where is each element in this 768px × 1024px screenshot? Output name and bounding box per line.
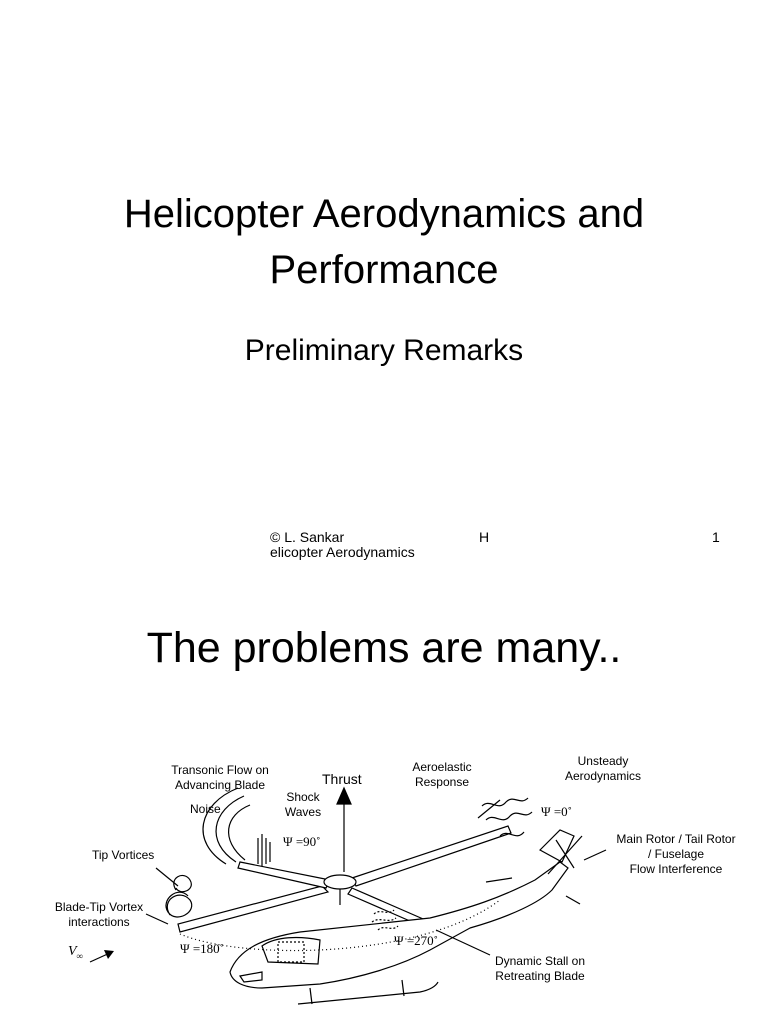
label-shock-line1: Shock — [286, 790, 320, 804]
label-vinf-subscript: ∞ — [76, 951, 83, 961]
leader-tip-vortices — [156, 868, 178, 886]
leader-interference — [584, 850, 606, 860]
noise-arc-1 — [229, 805, 250, 860]
stall-wake-2 — [372, 918, 396, 922]
label-interference — [606, 832, 746, 877]
label-bvi-line1: Blade-Tip Vortex — [54, 900, 144, 914]
label-bvi-line2: interactions — [68, 915, 130, 929]
label-transonic-line2: Advancing Blade — [174, 778, 266, 792]
leader-aeroelastic — [478, 800, 500, 818]
skid-strut-1 — [310, 988, 312, 1004]
label-vinf — [68, 944, 83, 961]
blade-90 — [238, 862, 330, 888]
slide-title-line2: Performance — [269, 248, 499, 292]
label-noise: Noise — [190, 802, 221, 816]
rotor-hub — [324, 875, 356, 889]
tip-vortex-loop-1 — [166, 892, 192, 917]
label-dynamic-stall-line1: Dynamic Stall on — [494, 954, 586, 968]
thrust-arrow-head — [337, 788, 351, 804]
label-aeroelastic-line2: Response — [414, 775, 470, 789]
footer-author: © L. Sankar — [270, 529, 345, 545]
blade-0 — [352, 826, 511, 886]
tip-vortex-loop-2 — [174, 875, 192, 891]
label-dynamic-stall — [480, 954, 600, 984]
tail-boom-fin — [486, 878, 512, 882]
label-interference-line2: / Fuselage — [647, 847, 705, 861]
slide-subtitle: Preliminary Remarks — [244, 334, 524, 367]
label-psi-270: Ψ =270˚ — [394, 933, 439, 948]
label-transonic — [150, 763, 290, 793]
slide-title-line1: Helicopter Aerodynamics and — [123, 192, 645, 236]
label-shock-line2: Waves — [284, 805, 322, 819]
label-aeroelastic-line1: Aeroelastic — [412, 760, 472, 774]
footer-course-rest: elicopter Aerodynamics — [270, 544, 415, 560]
label-dynamic-stall-line2: Retreating Blade — [495, 969, 585, 983]
label-unsteady — [548, 754, 658, 784]
label-unsteady-line2: Aerodynamics — [564, 769, 642, 783]
label-transonic-line1: Transonic Flow on — [171, 763, 269, 777]
skid-left — [298, 982, 438, 1004]
label-vinf-v: V — [68, 944, 77, 959]
footer-page-number: 1 — [712, 529, 720, 545]
label-tip-vortices: Tip Vortices — [92, 848, 155, 862]
tail-stabilizer — [566, 896, 580, 904]
label-thrust: Thrust — [322, 771, 362, 787]
label-interference-line3: Flow Interference — [629, 862, 723, 876]
label-psi-0: Ψ =0˚ — [541, 804, 573, 819]
slide2-title: The problems are many.. — [146, 624, 622, 672]
label-interference-line1: Main Rotor / Tail Rotor — [616, 832, 736, 846]
label-unsteady-line1: Unsteady — [577, 754, 629, 768]
tail-fin — [540, 830, 574, 862]
noise-arc-3 — [203, 788, 238, 864]
footer-course-initial: H — [479, 529, 490, 545]
label-bvi — [44, 900, 154, 930]
label-aeroelastic — [392, 760, 492, 790]
wake-squiggle-1 — [482, 798, 528, 806]
blade-180 — [178, 886, 328, 932]
label-shock — [278, 790, 328, 820]
label-psi-180: Ψ =180˚ — [180, 941, 225, 956]
wake-squiggle-2 — [486, 812, 532, 820]
label-psi-90: Ψ =90˚ — [283, 834, 321, 849]
